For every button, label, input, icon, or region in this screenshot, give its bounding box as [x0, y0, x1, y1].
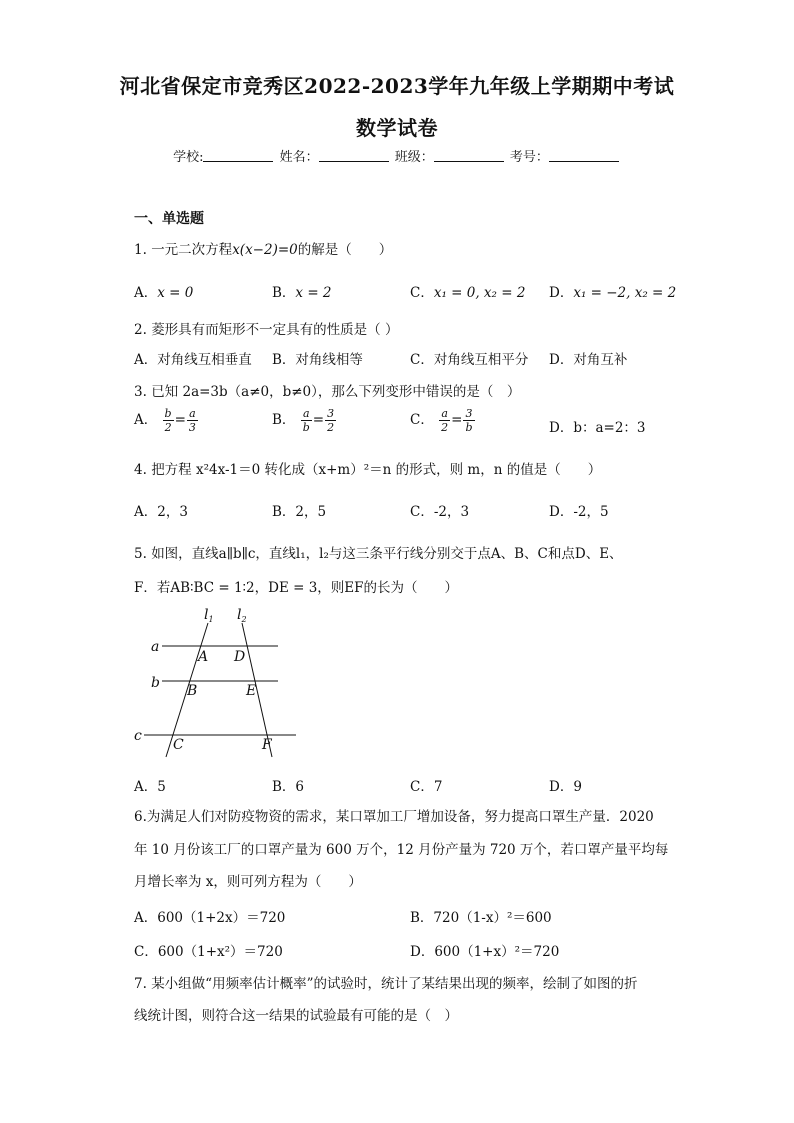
- question-6: 6.为满足人们对防疫物资的需求，某口罩加工厂增加设备，努力提高口罩生产量．2020: [134, 809, 654, 825]
- question-1: [134, 238, 392, 258]
- q4-option-c[interactable]: C．-2，3: [410, 504, 470, 520]
- q3-option-d[interactable]: D．b：a=2：3: [549, 420, 646, 436]
- point-E: E: [246, 683, 257, 699]
- label-c: c: [134, 728, 142, 744]
- q6-option-d[interactable]: D．600（1+x）²＝720: [410, 944, 560, 960]
- question-number: 1.: [134, 242, 147, 258]
- q2-option-c[interactable]: C．对角线互相平分: [410, 352, 529, 368]
- name-label: 姓名：: [279, 150, 319, 165]
- student-info-line: [0, 146, 794, 165]
- section-title: 一、单选题: [134, 211, 204, 227]
- question-7: 7. 某小组做“用频率估计概率”的试验时，统计了某结果出现的频率，绘制了如图的折: [134, 976, 638, 992]
- point-C: C: [173, 737, 184, 753]
- q6-option-c[interactable]: C．600（1+x²）＝720: [134, 944, 283, 960]
- question-4: 4. 把方程 x²4x-1＝0 转化成（x+m）²＝n 的形式，则 m，n 的值是（ ）: [134, 462, 602, 478]
- question-6-line2: 年 10 月份该工厂的口罩产量为 600 万个，12 月份产量为 720 万个，若口罩产量平均每: [134, 842, 669, 858]
- q1-option-d[interactable]: D．x₁ = −2, x₂ = 2: [549, 285, 677, 301]
- point-A: A: [198, 649, 209, 665]
- class-label: 班级：: [394, 150, 434, 165]
- q2-option-b[interactable]: B．对角线相等: [272, 352, 363, 368]
- parallel-lines-figure: [130, 605, 310, 765]
- q5-option-a[interactable]: A．5: [134, 779, 166, 795]
- exam-title: 河北省保定市竞秀区2022-2023学年九年级上学期期中考试: [119, 74, 675, 98]
- name-blank[interactable]: [319, 149, 389, 162]
- q1-option-a[interactable]: A．x = 0: [134, 285, 194, 301]
- question-2: 2. 菱形具有而矩形不一定具有的性质是（ ）: [134, 322, 399, 338]
- q1-option-c[interactable]: C．x₁ = 0, x₂ = 2: [410, 285, 526, 301]
- exam-number-label: 考号：: [509, 150, 549, 165]
- label-l2: $l_2$: [237, 607, 247, 624]
- q4-option-a[interactable]: A．2，3: [134, 504, 188, 520]
- question-formula: x(x−2)=0: [232, 242, 298, 258]
- question-5: 5. 如图，直线a∥b∥c，直线l₁，l₂与这三条平行线分别交于点A、B、C和点D、E、: [134, 546, 623, 562]
- q3-option-c[interactable]: C． $\frac{a}{2}$ = $\frac{3}{b}$: [410, 407, 473, 434]
- question-stem: 一元二次方程: [151, 242, 233, 258]
- class-blank[interactable]: [434, 149, 504, 162]
- q2-option-d[interactable]: D．对角互补: [549, 352, 628, 368]
- q3-option-a[interactable]: A． $\frac{b}{2}$ = $\frac{a}{3}$: [134, 407, 196, 434]
- q4-option-d[interactable]: D．-2，5: [549, 504, 609, 520]
- q6-option-a[interactable]: A．600（1+2x）＝720: [134, 910, 286, 926]
- q6-option-b[interactable]: B．720（1-x）²＝600: [410, 910, 552, 926]
- question-7-line2: 线统计图，则符合这一结果的试验最有可能的是（ ）: [134, 1008, 458, 1024]
- school-blank[interactable]: [203, 149, 273, 162]
- exam-number-blank[interactable]: [549, 149, 619, 162]
- label-l1: $l_1$: [204, 607, 214, 624]
- q4-option-b[interactable]: B．2，5: [272, 504, 327, 520]
- q5-option-c[interactable]: C．7: [410, 779, 443, 795]
- school-label: 学校:: [173, 150, 204, 165]
- label-a: a: [151, 639, 160, 655]
- question-6-line3: 月增长率为 x，则可列方程为（ ）: [134, 874, 362, 890]
- q1-option-b[interactable]: B．x = 2: [272, 285, 332, 301]
- point-D: D: [234, 649, 246, 665]
- question-3: 3. 已知 2a=3b（a≠0，b≠0），那么下列变形中错误的是（ ）: [134, 384, 521, 400]
- q2-option-a[interactable]: A．对角线互相垂直: [134, 352, 252, 368]
- question-stem-end: 的解是（ ）: [297, 242, 393, 258]
- q5-option-d[interactable]: D．9: [549, 779, 582, 795]
- q5-option-b[interactable]: B．6: [272, 779, 305, 795]
- question-5-line2: F．若AB∶BC = 1∶2，DE = 3，则EF的长为（ ）: [134, 580, 459, 596]
- exam-subtitle: 数学试卷: [356, 116, 438, 140]
- q3-option-b[interactable]: B． $\frac{a}{b}$ = $\frac{3}{2}$: [272, 407, 335, 434]
- point-F: F: [262, 737, 272, 753]
- label-b: b: [151, 675, 160, 691]
- point-B: B: [187, 683, 198, 699]
